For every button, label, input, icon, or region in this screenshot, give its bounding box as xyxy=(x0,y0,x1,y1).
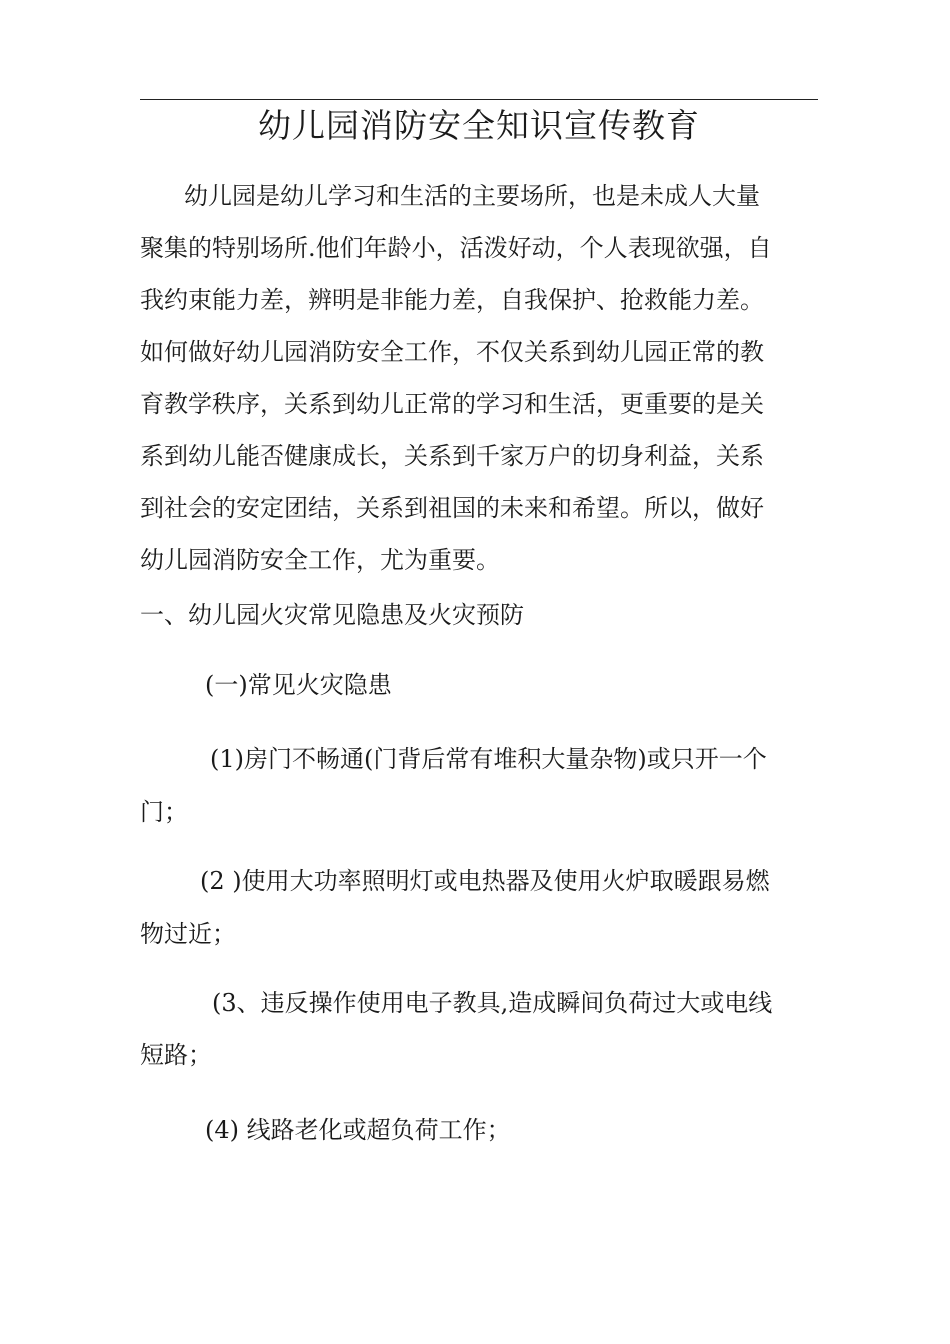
list-item-1-line1: (1)房门不畅通(门背后常有堆积大量杂物)或只开一个 xyxy=(210,745,767,773)
intro-line: 育教学秩序，关系到幼儿正常的学习和生活，更重要的是关 xyxy=(140,390,764,418)
intro-line: 聚集的特别场所.他们年龄小，活泼好动，个人表现欲强，自 xyxy=(140,234,772,262)
list-item-3-line2: 短路； xyxy=(140,1041,212,1069)
intro-line: 我约束能力差，辨明是非能力差，自我保护、抢救能力差。 xyxy=(140,286,764,314)
intro-line: 如何做好幼儿园消防安全工作，不仅关系到幼儿园正常的教 xyxy=(140,338,764,366)
section-heading: 一、幼儿园火灾常见隐患及火灾预防 xyxy=(140,601,524,629)
list-item-4-line1: (4) 线路老化或超负荷工作； xyxy=(205,1116,511,1144)
document-title: 幼儿园消防安全知识宣传教育 xyxy=(258,106,700,145)
header-rule xyxy=(140,99,818,100)
list-item-2-line2: 物过近； xyxy=(140,920,236,948)
subsection-heading: (一)常见火灾隐患 xyxy=(205,671,392,699)
list-item-3-line1: (3、违反操作使用电子教具,造成瞬间负荷过大或电线 xyxy=(212,989,773,1017)
intro-paragraph xyxy=(140,170,822,586)
list-item-1-line2: 门； xyxy=(140,798,188,826)
intro-line: 幼儿园是幼儿学习和生活的主要场所，也是未成人大量 xyxy=(184,182,760,210)
intro-line: 到社会的安定团结，关系到祖国的未来和希望。所以，做好 xyxy=(140,494,764,522)
intro-line: 系到幼儿能否健康成长，关系到千家万户的切身利益，关系 xyxy=(140,442,764,470)
intro-line: 幼儿园消防安全工作，尤为重要。 xyxy=(140,546,500,574)
list-item-2-line1: (2 )使用大功率照明灯或电热器及使用火炉取暖跟易燃 xyxy=(200,867,770,895)
